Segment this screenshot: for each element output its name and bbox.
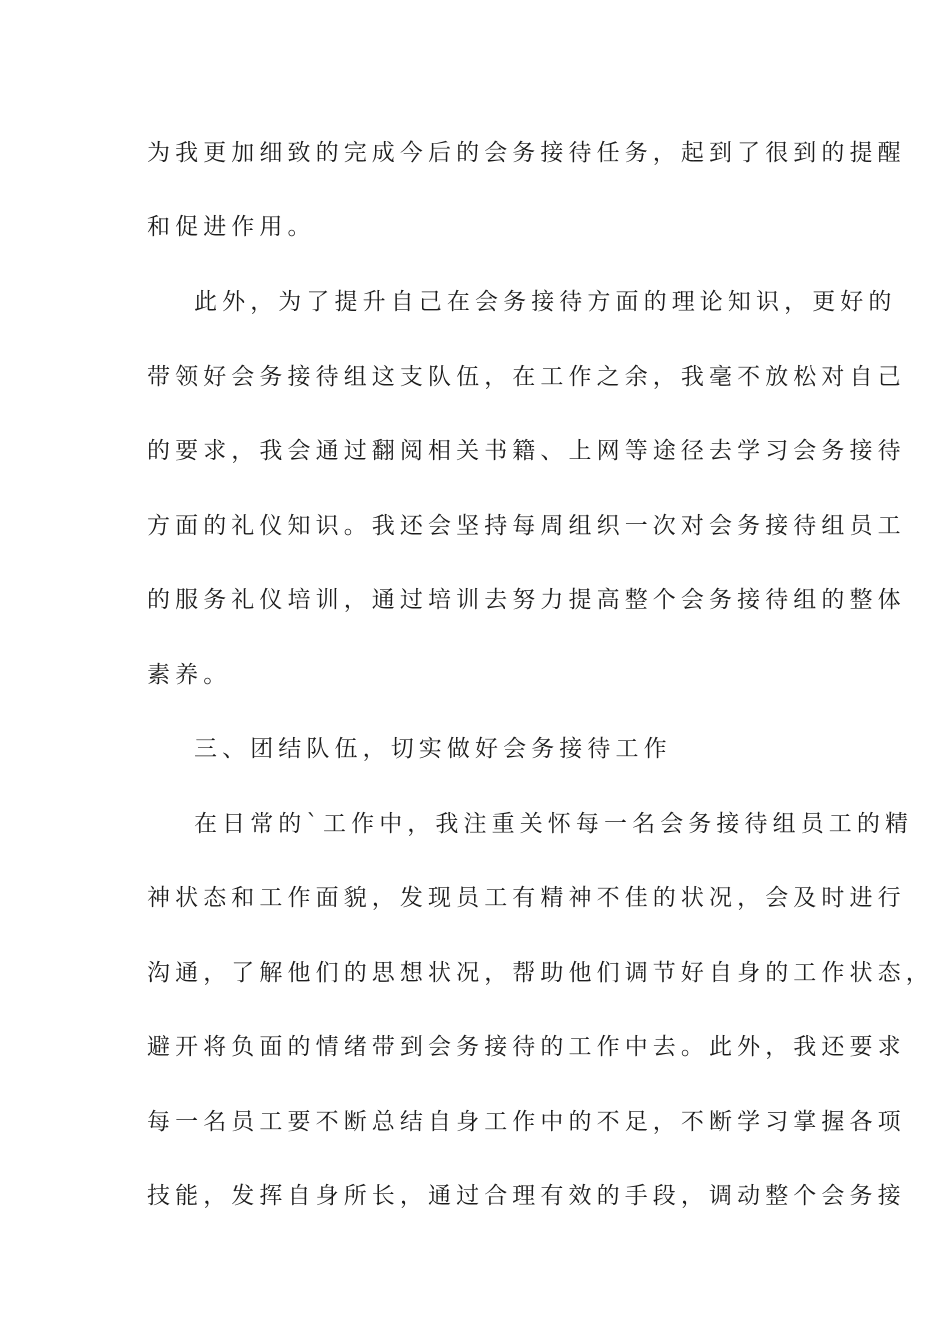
section-heading: 三、团结队伍，切实做好会务接待工作 [194,736,672,762]
text-line: 神状态和工作面貌，发现员工有精神不佳的状况，会及时进行 [147,885,906,911]
text-line: 沟通，了解他们的思想状况，帮助他们调节好自身的工作状态， [147,960,934,986]
text-line: 方面的礼仪知识。我还会坚持每周组织一次对会务接待组员工 [147,513,906,539]
text-line: 的服务礼仪培训，通过培训去努力提高整个会务接待组的整体 [147,587,906,613]
text-line: 带领好会务接待组这支队伍，在工作之余，我毫不放松对自己 [147,364,906,390]
text-line: 避开将负面的情绪带到会务接待的工作中去。此外，我还要求 [147,1034,906,1060]
text-line: 的要求，我会通过翻阅相关书籍、上网等途径去学习会务接待 [147,438,906,464]
paragraph-start-line: 此外，为了提升自己在会务接待方面的理论知识，更好的 [194,289,897,315]
text-line: 技能，发挥自身所长，通过合理有效的手段，调动整个会务接 [147,1183,906,1209]
text-line: 和促进作用。 [147,214,316,240]
text-line: 为我更加细致的完成今后的会务接待任务，起到了很到的提醒 [147,140,906,166]
paragraph-start-line: 在日常的`工作中，我注重关怀每一名会务接待组员工的精 [194,811,914,837]
text-line: 素养。 [147,662,232,688]
text-line: 每一名员工要不断总结自身工作中的不足，不断学习掌握各项 [147,1109,906,1135]
